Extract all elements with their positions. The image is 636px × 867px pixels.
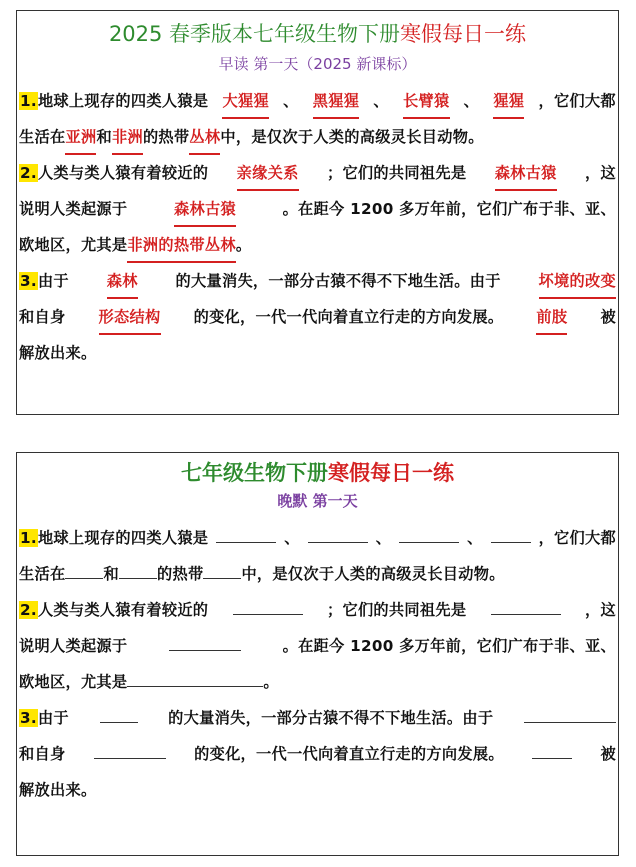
question-3-line-1: 3.由于 的大量消失，一部分古猿不得不下地生活。由于 xyxy=(19,700,616,736)
answer-blank xyxy=(491,520,531,543)
answer-blank xyxy=(169,628,241,651)
morning-title: 2025 春季版本七年级生物下册寒假每日一练 xyxy=(108,22,527,46)
question-1-line-1: 1.地球上现存的四类人猿是 大猩猩 、 黑猩猩 、 长臂猿 、 猩猩 ，它们大都 xyxy=(19,83,616,119)
question-3-line-2: 和自身 的变化，一代一代向着直立行走的方向发展。 被 xyxy=(19,736,616,772)
answer: 形态结构 xyxy=(99,299,161,335)
question-1-line-2: 生活在 和 的热带 中，是仅次于人类的高级灵长目动物。 xyxy=(19,556,616,592)
evening-subtitle: 晚默 第一天 xyxy=(277,492,358,510)
answer-blank xyxy=(216,520,276,543)
question-2-line-1: 2.人类与类人猿有着较近的 ；它们的共同祖先是 ，这 xyxy=(19,592,616,628)
question-2-line-1: 2.人类与类人猿有着较近的 亲缘关系 ；它们的共同祖先是 森林古猿 ，这 xyxy=(19,155,616,191)
answer: 森林古猿 xyxy=(495,155,557,191)
question-number: 1. xyxy=(20,92,37,110)
answer-blank xyxy=(119,556,157,579)
answer: 亚洲 xyxy=(65,119,96,155)
answer: 前肢 xyxy=(536,299,567,335)
morning-questions xyxy=(17,83,616,371)
question-1-line-2: 生活在 亚洲 和 非洲 的热带 丛林 中，是仅次于人类的高级灵长目动物。 xyxy=(19,119,616,155)
question-2-line-2: 说明人类起源于 。在距今 1200 多万年前，它们广布于非、亚、 xyxy=(19,628,616,664)
answer-blank xyxy=(491,592,561,615)
question-3-line-2: 和自身 形态结构 的变化，一代一代向着直立行走的方向发展。 前肢 被 xyxy=(19,299,616,335)
question-number: 2. xyxy=(20,601,37,619)
answer: 坏境的改变 xyxy=(539,263,616,299)
answer: 非洲 xyxy=(112,119,143,155)
question-3-line-3: 解放出来。 xyxy=(19,781,97,799)
answer-blank xyxy=(308,520,368,543)
answer-blank xyxy=(532,736,572,759)
evening-questions xyxy=(17,520,616,808)
morning-subtitle: 早读 第一天（2025 新课标） xyxy=(218,55,417,73)
answer-blank xyxy=(233,592,303,615)
answer: 猩猩 xyxy=(493,83,524,119)
answer: 亲缘关系 xyxy=(237,155,299,191)
answer: 黑猩猩 xyxy=(313,83,359,119)
answer: 森林古猿 xyxy=(174,191,236,227)
question-2-line-2: 说明人类起源于 森林古猿 。在距今 1200 多万年前，它们广布于非、亚、 xyxy=(19,191,616,227)
evening-recitation-card xyxy=(16,452,619,856)
question-number: 3. xyxy=(20,272,37,290)
answer: 丛林 xyxy=(189,119,220,155)
answer: 长臂猿 xyxy=(403,83,449,119)
morning-reading-card xyxy=(16,10,619,415)
answer: 大猩猩 xyxy=(222,83,268,119)
answer-blank xyxy=(203,556,241,579)
answer-blank xyxy=(399,520,459,543)
question-number: 1. xyxy=(20,529,37,547)
answer-blank xyxy=(94,736,166,759)
answer: 森林 xyxy=(107,263,138,299)
question-3-line-3: 解放出来。 xyxy=(19,344,97,362)
question-2-line-3: 欧地区，尤其是 。 xyxy=(19,664,616,700)
answer-blank xyxy=(524,700,616,723)
answer-blank xyxy=(100,700,138,723)
question-1-line-1: 1.地球上现存的四类人猿是 、 、 、 ，它们大都 xyxy=(19,520,616,556)
answer-blank xyxy=(65,556,103,579)
answer-blank xyxy=(127,664,263,687)
question-number: 2. xyxy=(20,164,37,182)
question-2-line-3: 欧地区，尤其是 非洲的热带丛林 。 xyxy=(19,227,616,263)
question-3-line-1: 3.由于 森林 的大量消失，一部分古猿不得不下地生活。由于 坏境的改变 xyxy=(19,263,616,299)
question-number: 3. xyxy=(20,709,37,727)
answer: 非洲的热带丛林 xyxy=(127,227,235,263)
evening-title: 七年级生物下册寒假每日一练 xyxy=(181,460,454,485)
